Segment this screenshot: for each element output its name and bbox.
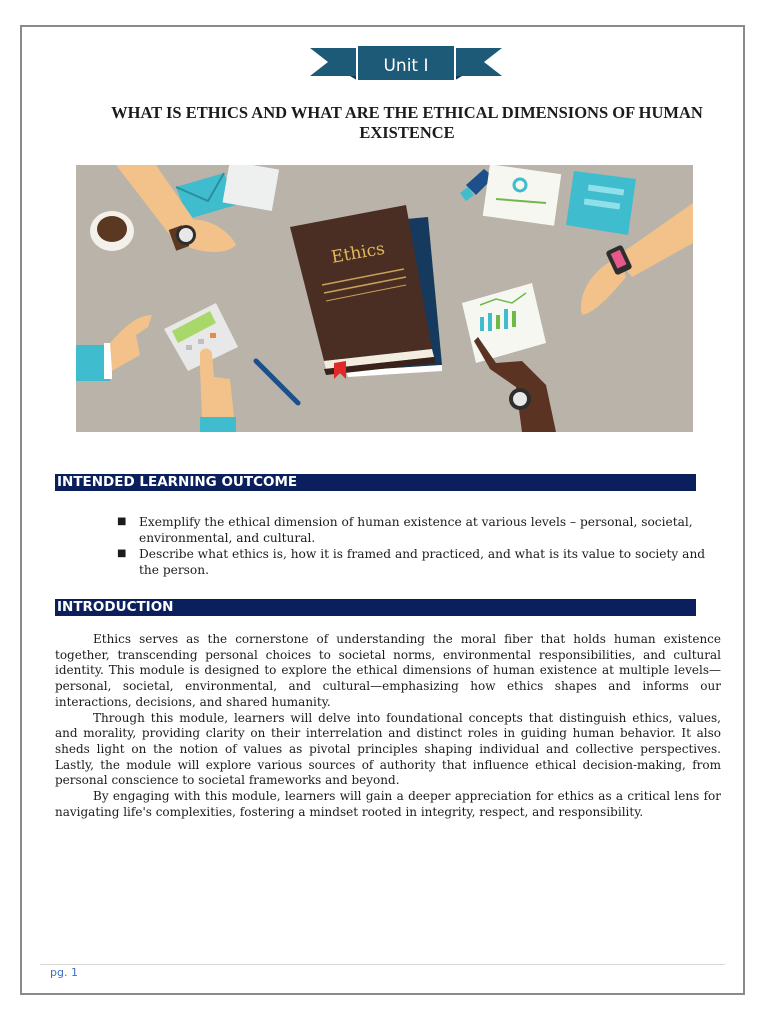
list-item xyxy=(115,514,710,546)
bullet-icon: ■ xyxy=(117,548,127,559)
page-title: WHAT IS ETHICS AND WHAT ARE THE ETHICAL DIMENSIONS OF HUMAN EXISTENCE xyxy=(111,103,703,142)
list-item xyxy=(115,546,710,578)
footer-divider xyxy=(40,964,725,965)
coffee-cup-icon xyxy=(90,211,134,251)
introduction-body xyxy=(55,632,721,820)
introduction-paragraph: Through this module, learners will delve into foundational concepts that distinguish ethics, values, and morality, providing clarity on their interrelation and distinct roles in guiding human behavior. It also sheds light on the notion of values as pivotal principles shaping individual and collective perspectives. Lastly, the module will explore various sources of authority that influence ethical decision-making, from personal conscience to societal frameworks and beyond. xyxy=(55,710,721,788)
report-document-icon xyxy=(483,165,562,226)
outcome-text: Describe what ethics is, how it is framed and practiced, and what is its value to society and the person. xyxy=(139,547,706,577)
introduction-paragraph: By engaging with this module, learners will gain a deeper appreciation for ethics as a critical lens for navigating life's complexities, fostering a mindset rooted in integrity, respect, and responsibility. xyxy=(55,789,721,819)
ethics-illustration xyxy=(76,165,693,432)
unit-label: Unit I xyxy=(383,56,429,76)
outcome-section-bar xyxy=(55,474,696,491)
outcome-list xyxy=(115,514,710,578)
book-title: Ethics xyxy=(329,238,387,268)
outcome-text: Exemplify the ethical dimension of human existence at various levels – personal, societal, environmental, and cultural. xyxy=(139,515,693,545)
outcome-heading: INTENDED LEARNING OUTCOME xyxy=(57,474,298,490)
introduction-paragraph: Ethics serves as the cornerstone of understanding the moral fiber that holds human existence together, transcending personal choices to societal norms, environmental responsibilities, and cultural identity. This module is designed to explore the ethical dimensions of human existence at multiple levels—personal, societal, environmental, and cultural—emphasizing how ethics shapes and informs our interactions, decisions, and shared humanity. xyxy=(55,632,721,709)
page-number: pg. 1 xyxy=(50,966,78,979)
teal-paper-icon xyxy=(566,171,636,235)
bullet-icon: ■ xyxy=(117,516,127,527)
introduction-heading: INTRODUCTION xyxy=(57,599,174,615)
introduction-section-bar xyxy=(55,599,696,616)
